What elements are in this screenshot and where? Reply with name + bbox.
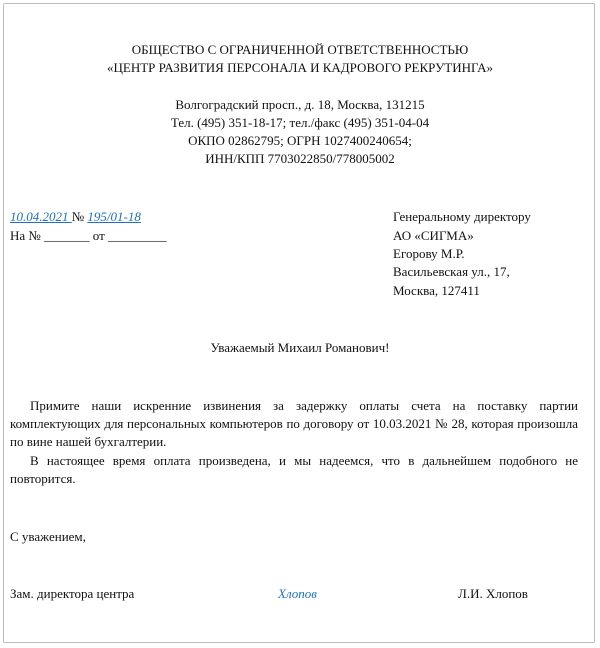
company-name-line2: «ЦЕНТР РАЗВИТИЯ ПЕРСОНАЛА И КАДРОВОГО РЕКРУТИНГА» <box>107 60 493 75</box>
greeting: Уважаемый Михаил Романович! <box>210 340 390 355</box>
company-address: Волгоградский просп., д. 18, Москва, 131215 <box>175 97 425 112</box>
addressee-name: Егорову М.Р. <box>393 246 465 261</box>
number-sign: № <box>71 209 85 224</box>
signer-name: Л.И. Хлопов <box>458 586 528 601</box>
addressee-street: Васильевская ул., 17, <box>393 264 510 279</box>
company-phone: Тел. (495) 351-18-17; тел./факс (495) 351-04-04 <box>170 115 430 130</box>
addressee-city: Москва, 127411 <box>393 283 480 298</box>
addressee-title: Генеральному директору <box>393 209 531 224</box>
company-okpo: ОКПО 02862795; ОГРН 1027400240654; <box>188 133 412 148</box>
registration-line <box>10 209 141 225</box>
handwritten-signature: Хлопов <box>278 586 317 601</box>
company-inn: ИНН/КПП 7703022850/778005002 <box>205 151 395 166</box>
signer-position: Зам. директора центра <box>10 586 135 601</box>
closing: С уважением, <box>10 529 86 544</box>
addressee-company: АО «СИГМА» <box>393 228 474 243</box>
registration-date: 10.04.2021 <box>10 209 72 224</box>
reference-line: На № _______ от _________ <box>10 228 167 243</box>
registration-number: 195/01-18 <box>87 209 141 224</box>
company-name-line1: ОБЩЕСТВО С ОГРАНИЧЕННОЙ ОТВЕТСТВЕННОСТЬЮ <box>131 42 469 57</box>
body-paragraph-1: Примите наши искренние извинения за задержку оплаты счета на поставку партии комплектующих для персональных компьютеров по договору от 10.03.2021 № 28, которая произошла по вине нашей бухгалтерии. <box>10 398 578 449</box>
body-paragraph-2: В настоящее время оплата произведена, и мы надеемся, что в дальнейшем подобного не повторится. <box>10 453 578 486</box>
